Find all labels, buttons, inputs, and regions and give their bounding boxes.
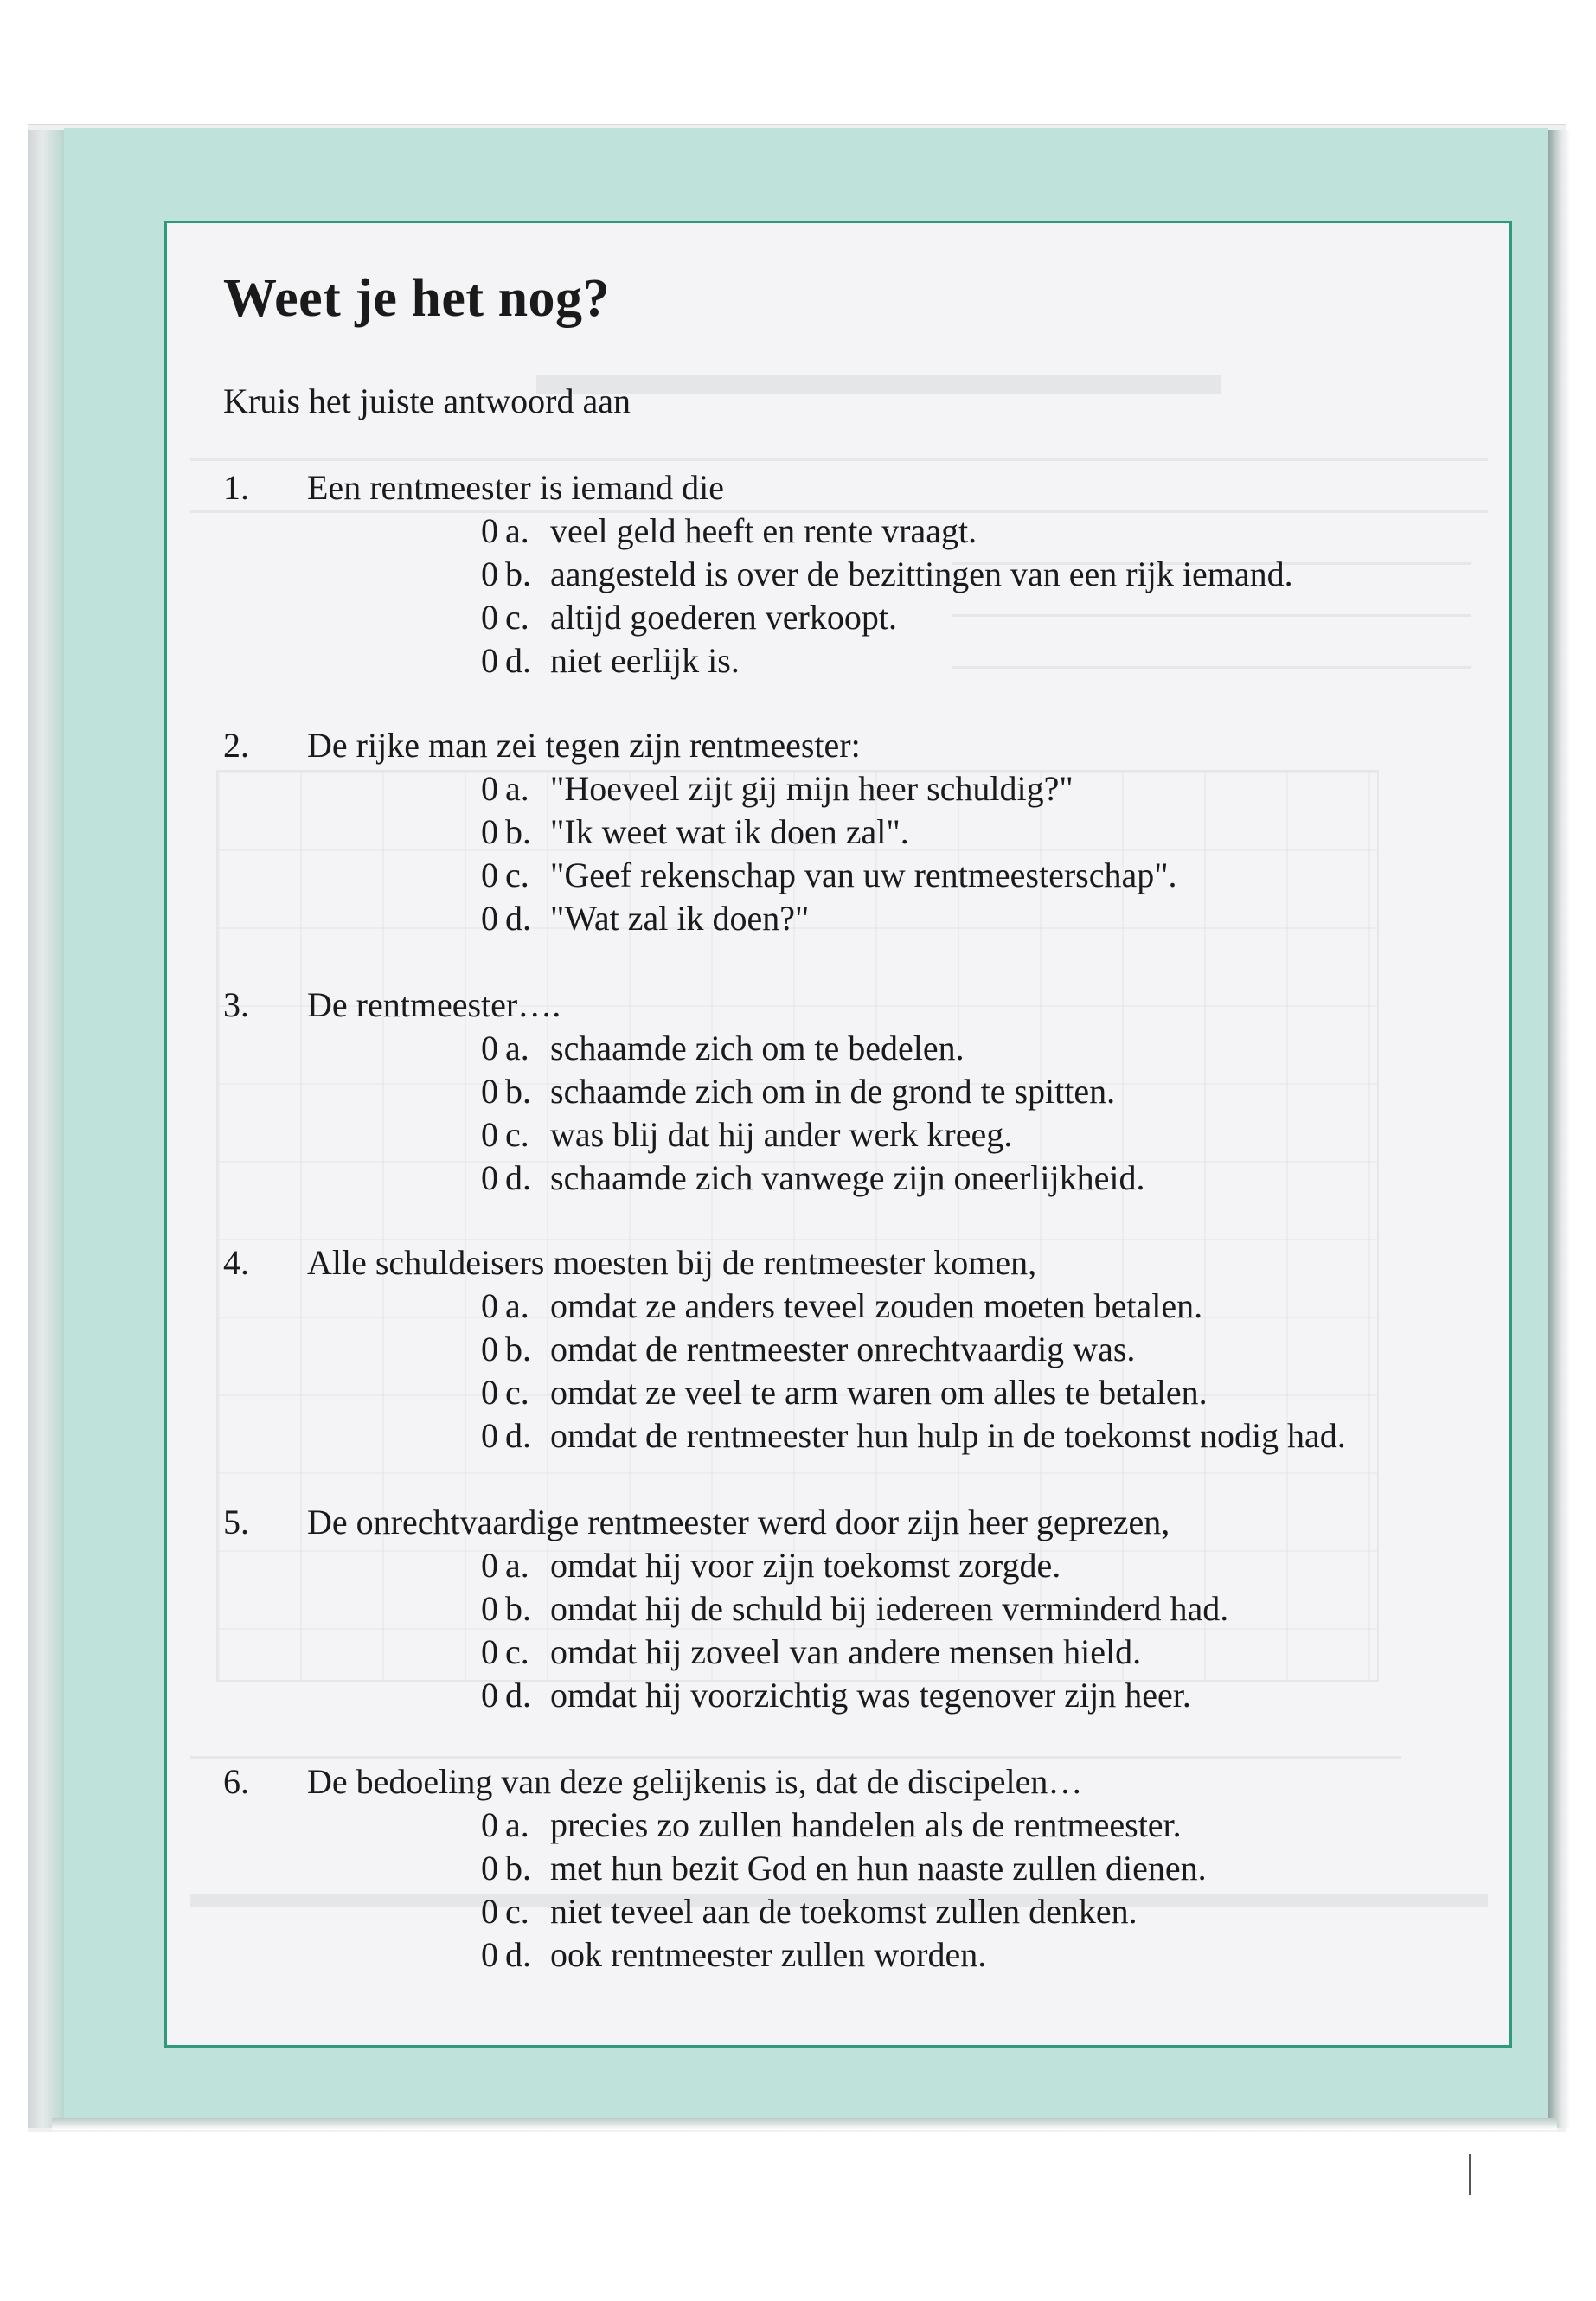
answer-letter: b. — [505, 1072, 531, 1111]
answer-option-c[interactable] — [481, 1114, 1012, 1157]
answer-text: altijd goederen verkoopt. — [550, 598, 897, 637]
answer-option-d[interactable] — [481, 1934, 986, 1977]
answer-letter: a. — [505, 511, 529, 550]
answer-letter: d. — [505, 899, 531, 938]
answer-option-c[interactable] — [481, 597, 897, 640]
answer-letter: a. — [505, 1546, 529, 1585]
answer-option-d[interactable] — [481, 1415, 1346, 1458]
question-text: De bedoeling van deze gelijkenis is, dat de discipelen… — [307, 1762, 1083, 1801]
answer-letter: d. — [505, 1935, 531, 1974]
answer-text: schaamde zich om te bedelen. — [550, 1029, 965, 1067]
answer-option-a[interactable] — [481, 768, 1074, 811]
answer-text: omdat hij voorzichtig was tegenover zijn heer. — [550, 1676, 1191, 1715]
answer-text: niet teveel aan de toekomst zullen denken. — [550, 1892, 1138, 1931]
answer-letter: a. — [505, 769, 529, 808]
answer-checkbox[interactable]: 0 — [481, 769, 498, 808]
answer-checkbox[interactable]: 0 — [481, 1029, 498, 1067]
answer-text: omdat ze veel te arm waren om alles te betalen. — [550, 1373, 1208, 1412]
answer-letter: d. — [505, 1676, 531, 1715]
answer-option-c[interactable] — [481, 1372, 1208, 1415]
answer-letter: c. — [505, 1373, 529, 1412]
answer-option-d[interactable] — [481, 640, 740, 683]
answer-text: "Ik weet wat ik doen zal". — [550, 812, 909, 851]
question-text: De rentmeester…. — [307, 985, 561, 1024]
question-text: De rijke man zei tegen zijn rentmeester: — [307, 726, 861, 765]
scan-mark — [1469, 2154, 1471, 2195]
answer-text: "Hoeveel zijt gij mijn heer schuldig?" — [550, 769, 1074, 808]
answer-text: niet eerlijk is. — [550, 641, 740, 680]
answer-option-a[interactable] — [481, 1545, 1061, 1588]
answer-option-b[interactable] — [481, 811, 909, 855]
answer-text: met hun bezit God en hun naaste zullen dienen. — [550, 1849, 1207, 1888]
answer-checkbox[interactable]: 0 — [481, 1589, 498, 1628]
answer-option-b[interactable] — [481, 1071, 1115, 1114]
answer-option-c[interactable] — [481, 1631, 1141, 1675]
answer-checkbox[interactable]: 0 — [481, 511, 498, 550]
answer-option-a[interactable] — [481, 1028, 965, 1071]
answer-checkbox[interactable]: 0 — [481, 1373, 498, 1412]
answer-checkbox[interactable]: 0 — [481, 1416, 498, 1455]
answer-option-d[interactable] — [481, 898, 809, 941]
answer-checkbox[interactable]: 0 — [481, 1849, 498, 1888]
answer-letter: c. — [505, 1632, 529, 1671]
answer-letter: c. — [505, 1892, 529, 1931]
answer-text: schaamde zich vanwege zijn oneerlijkheid. — [550, 1158, 1145, 1197]
answer-letter: b. — [505, 1849, 531, 1888]
question-number: 5. — [223, 1503, 249, 1541]
answer-text: schaamde zich om in de grond te spitten. — [550, 1072, 1116, 1111]
answer-letter: c. — [505, 598, 529, 637]
answer-checkbox[interactable]: 0 — [481, 641, 498, 680]
answer-text: omdat de rentmeester hun hulp in de toekomst nodig had. — [550, 1416, 1346, 1455]
question-text: Alle schuldeisers moesten bij de rentmeester komen, — [307, 1243, 1037, 1282]
answer-checkbox[interactable]: 0 — [481, 1892, 498, 1931]
answer-checkbox[interactable]: 0 — [481, 1158, 498, 1197]
answer-checkbox[interactable]: 0 — [481, 856, 498, 894]
answer-text: was blij dat hij ander werk kreeg. — [550, 1115, 1013, 1154]
answer-checkbox[interactable]: 0 — [481, 1935, 498, 1974]
page-title: Weet je het nog? — [223, 269, 611, 328]
answer-text: precies zo zullen handelen als de rentmeester. — [550, 1805, 1182, 1844]
answer-text: omdat de rentmeester onrechtvaardig was. — [550, 1330, 1136, 1368]
answer-option-b[interactable] — [481, 1848, 1207, 1891]
answer-option-b[interactable] — [481, 1588, 1228, 1631]
question-number: 3. — [223, 985, 249, 1024]
answer-text: omdat hij voor zijn toekomst zorgde. — [550, 1546, 1061, 1585]
answer-text: omdat ze anders teveel zouden moeten betalen. — [550, 1286, 1203, 1325]
answer-option-a[interactable] — [481, 1285, 1202, 1329]
answer-letter: d. — [505, 1416, 531, 1455]
answer-text: aangesteld is over de bezittingen van een rijk iemand. — [550, 554, 1293, 593]
answer-text: veel geld heeft en rente vraagt. — [550, 511, 977, 550]
question-text: Een rentmeester is iemand die — [307, 468, 725, 507]
page-right-edge — [1548, 130, 1571, 2128]
answer-letter: a. — [505, 1805, 529, 1844]
answer-letter: c. — [505, 856, 529, 894]
answer-option-d[interactable] — [481, 1675, 1191, 1718]
answer-checkbox[interactable]: 0 — [481, 1805, 498, 1844]
page-bottom-shadow — [52, 2118, 1557, 2130]
answer-option-d[interactable] — [481, 1157, 1144, 1201]
answer-letter: b. — [505, 812, 531, 851]
answer-option-a[interactable] — [481, 1804, 1182, 1848]
answer-text: ook rentmeester zullen worden. — [550, 1935, 987, 1974]
answer-letter: a. — [505, 1286, 529, 1325]
answer-checkbox[interactable]: 0 — [481, 1632, 498, 1671]
answer-checkbox[interactable]: 0 — [481, 598, 498, 637]
question-number: 1. — [223, 468, 249, 507]
answer-checkbox[interactable]: 0 — [481, 1115, 498, 1154]
answer-letter: d. — [505, 641, 531, 680]
page-left-edge — [28, 130, 64, 2128]
question-text: De onrechtvaardige rentmeester werd door zijn heer geprezen, — [307, 1503, 1170, 1541]
answer-checkbox[interactable]: 0 — [481, 1676, 498, 1715]
answer-letter: b. — [505, 554, 531, 593]
question-number: 2. — [223, 726, 249, 765]
answer-checkbox[interactable]: 0 — [481, 1072, 498, 1111]
answer-option-c[interactable] — [481, 855, 1177, 898]
answer-letter: a. — [505, 1029, 529, 1067]
answer-text: omdat hij zoveel van andere mensen hield. — [550, 1632, 1142, 1671]
answer-checkbox[interactable]: 0 — [481, 899, 498, 938]
answer-option-a[interactable] — [481, 510, 977, 554]
answer-checkbox[interactable]: 0 — [481, 1330, 498, 1368]
answer-text: "Wat zal ik doen?" — [550, 899, 810, 938]
answer-text: omdat hij de schuld bij iedereen verminderd had. — [550, 1589, 1229, 1628]
answer-letter: b. — [505, 1589, 531, 1628]
answer-checkbox[interactable]: 0 — [481, 1286, 498, 1325]
answer-option-b[interactable] — [481, 1329, 1135, 1372]
answer-checkbox[interactable]: 0 — [481, 1546, 498, 1585]
answer-text: "Geef rekenschap van uw rentmeesterschap". — [550, 856, 1177, 894]
question-number: 4. — [223, 1243, 249, 1282]
answer-checkbox[interactable]: 0 — [481, 812, 498, 851]
answer-option-c[interactable] — [481, 1891, 1138, 1934]
answer-option-b[interactable] — [481, 554, 1293, 597]
answer-letter: c. — [505, 1115, 529, 1154]
answer-checkbox[interactable]: 0 — [481, 554, 498, 593]
instruction-text: Kruis het juiste antwoord aan — [223, 381, 631, 420]
question-number: 6. — [223, 1762, 249, 1801]
answer-letter: d. — [505, 1158, 531, 1197]
answer-letter: b. — [505, 1330, 531, 1368]
